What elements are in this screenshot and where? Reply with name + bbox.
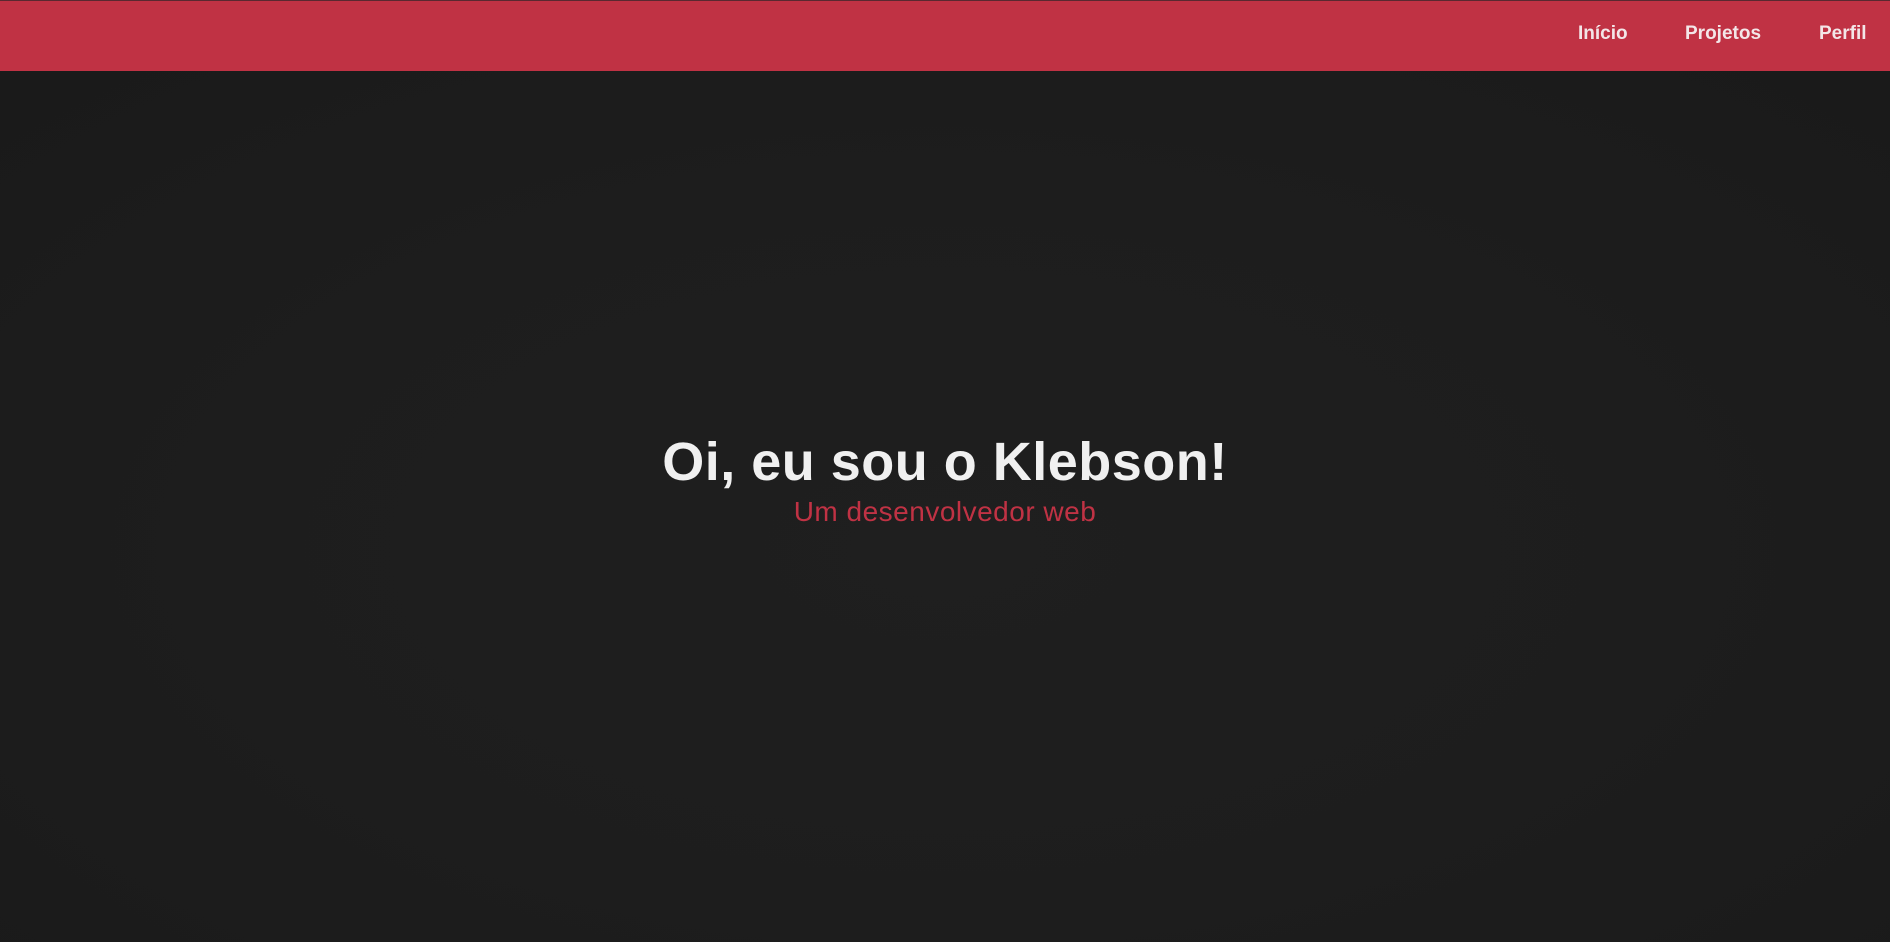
top-navbar	[0, 0, 1890, 71]
hero-title: Oi, eu sou o Klebson!	[662, 432, 1228, 492]
nav-link-projetos[interactable]: Projetos	[1685, 23, 1762, 44]
nav-link-inicio[interactable]: Início	[1578, 23, 1628, 44]
hero-section	[0, 71, 1890, 942]
nav-link-perfil[interactable]: Perfil	[1819, 23, 1867, 44]
hero-subtitle: Um desenvolvedor web	[793, 496, 1097, 527]
